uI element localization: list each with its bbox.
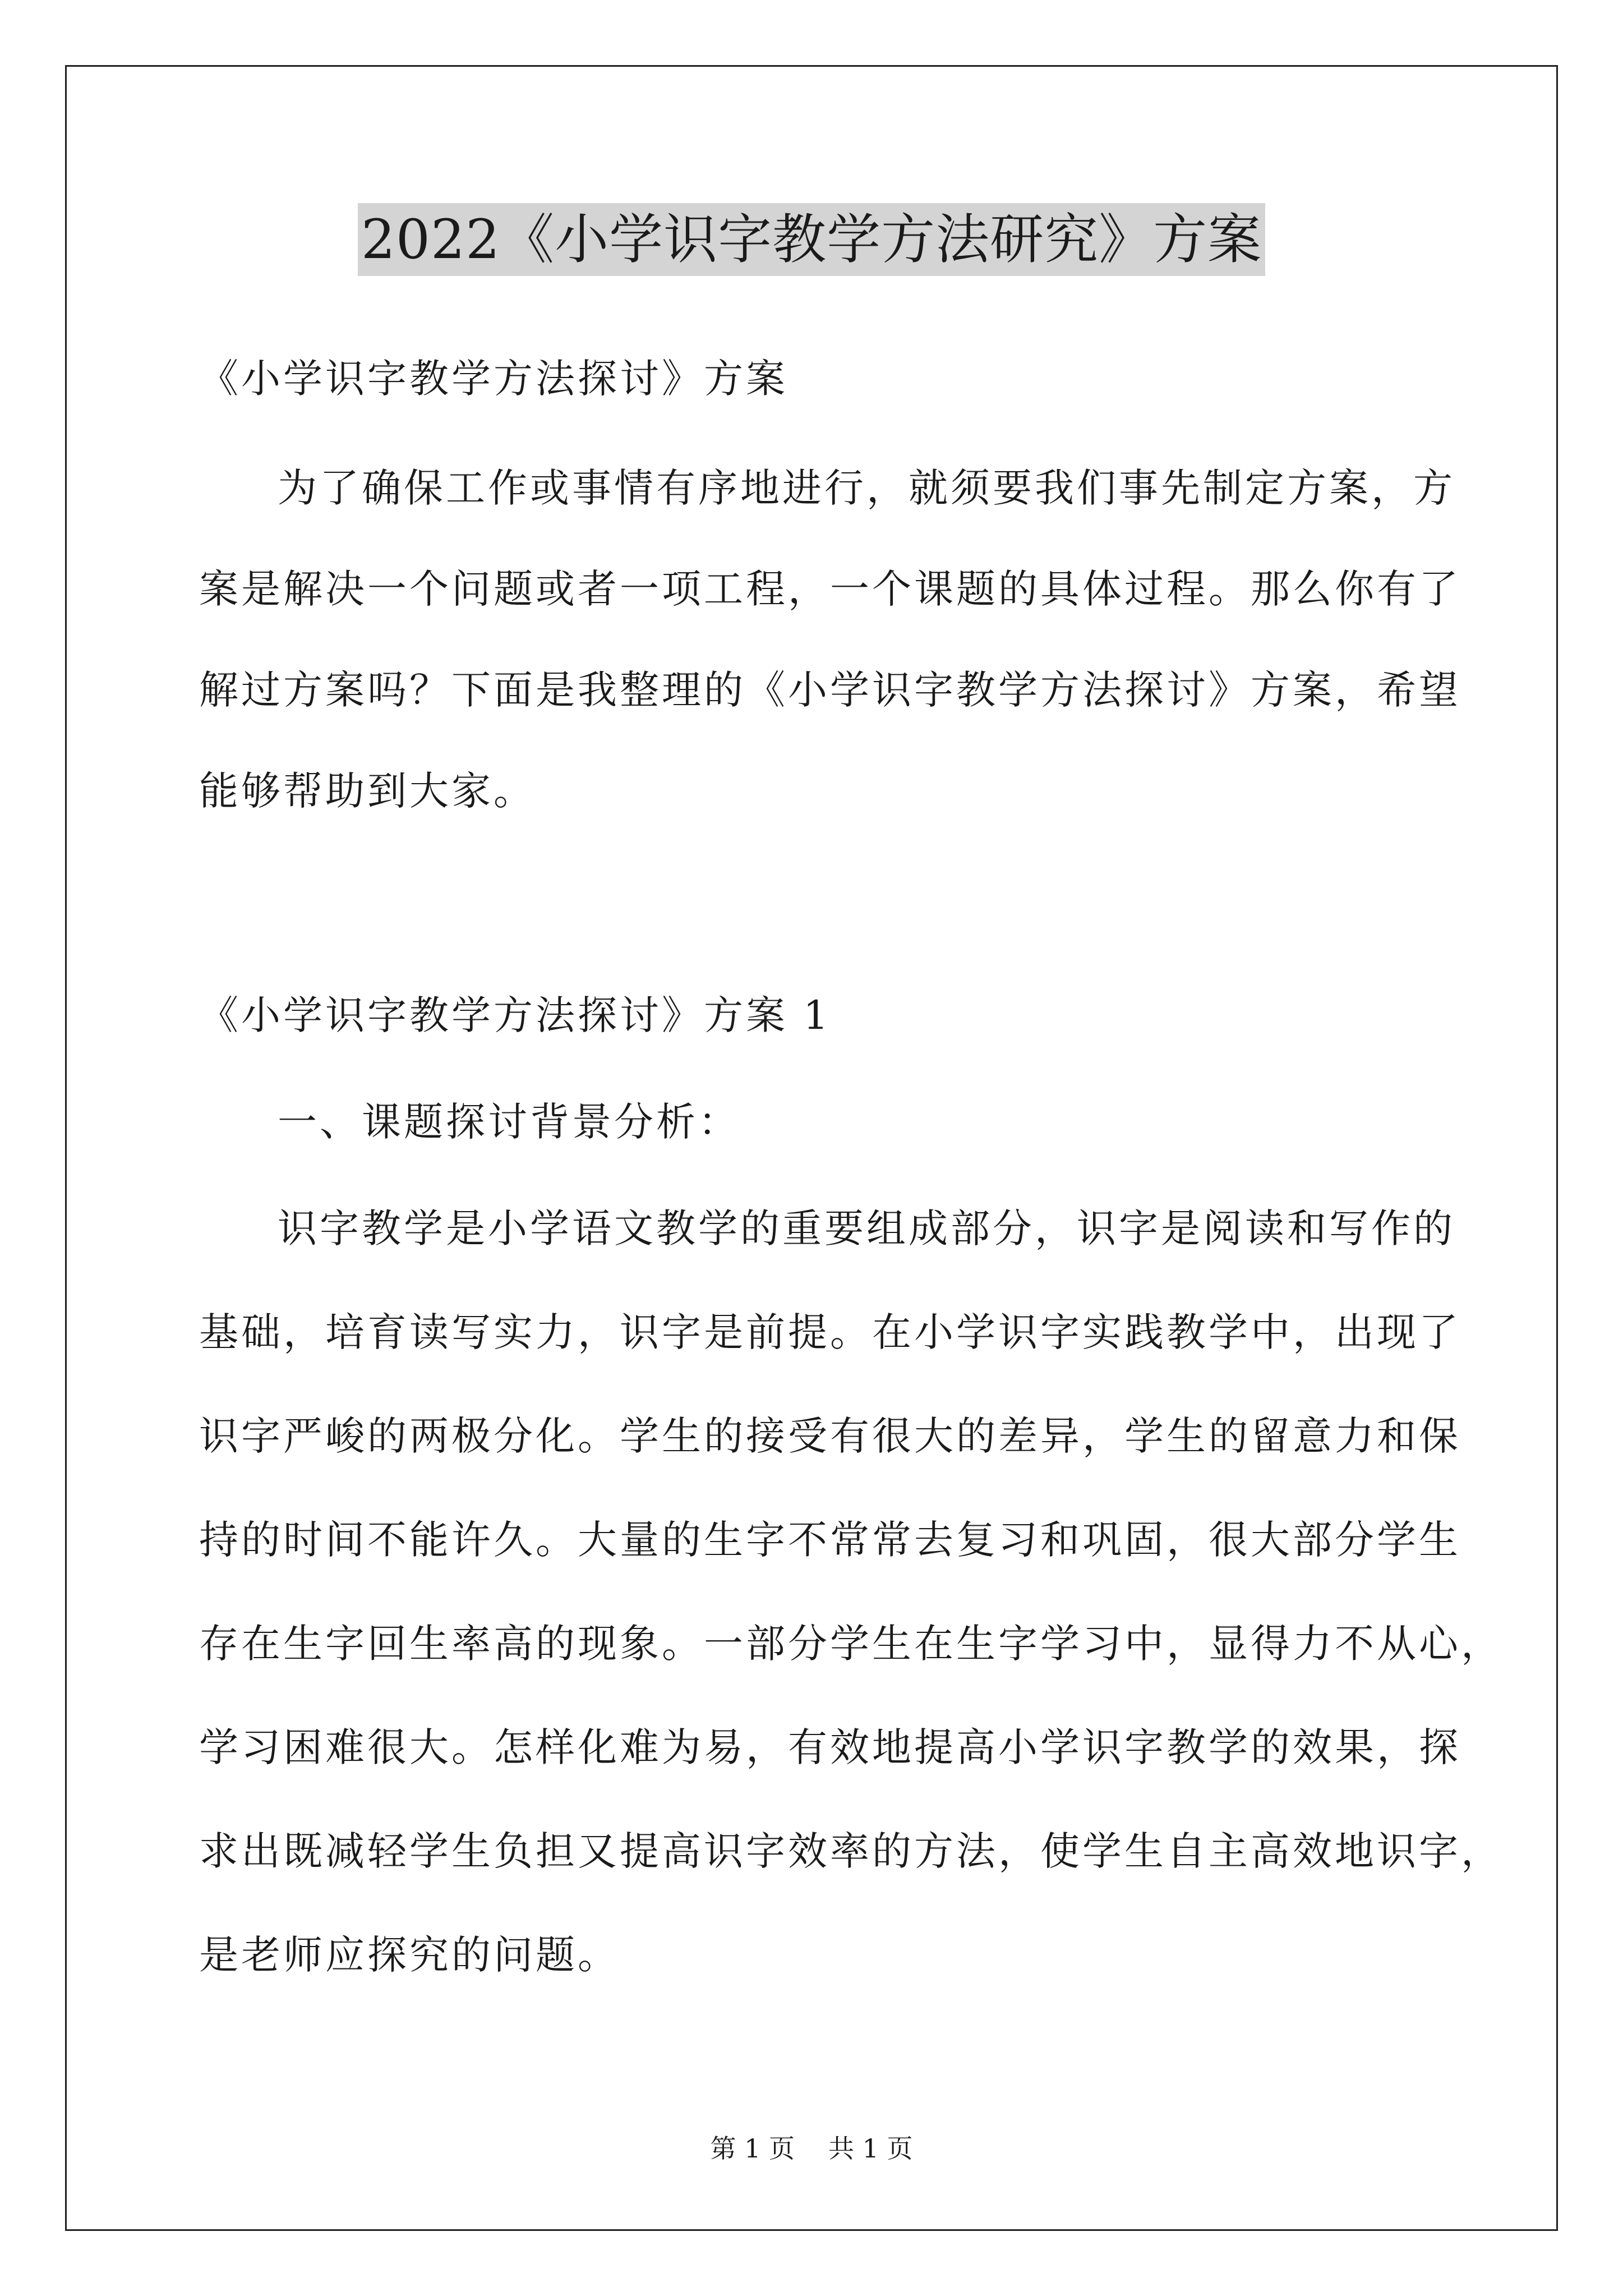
page-footer — [0, 2132, 1623, 2165]
body-line-7: 求出既减轻学生负担又提高识字效率的方法，使学生自主高效地识字， — [199, 1828, 1503, 1874]
section-title: 《小学识字教学方法探讨》方案 1 — [199, 992, 831, 1038]
body-line-6: 学习困难很大。怎样化难为易，有效地提高小学识字教学的效果，探 — [199, 1724, 1461, 1770]
document-title: 2022《小学识字教学方法研究》方案 — [358, 203, 1265, 276]
body-line-4: 持的时间不能许久。大量的生字不常常去复习和巩固，很大部分学生 — [199, 1517, 1461, 1563]
page-number-total: 共 1 页 — [828, 2133, 913, 2164]
intro-line-2: 案是解决一个问题或者一项工程，一个课题的具体过程。那么你有了 — [199, 566, 1461, 612]
body-line-2: 基础，培育读写实力，识字是前提。在小学识字实践教学中，出现了 — [199, 1309, 1461, 1355]
section-heading: 一、课题探讨背景分析： — [278, 1099, 740, 1145]
intro-line-3: 解过方案吗？下面是我整理的《小学识字教学方法探讨》方案，希望 — [199, 667, 1461, 713]
body-line-1: 识字教学是小学语文教学的重要组成部分，识字是阅读和写作的 — [278, 1205, 1455, 1251]
intro-line-1: 为了确保工作或事情有序地进行，就须要我们事先制定方案，方 — [278, 465, 1455, 511]
intro-line-4: 能够帮助到大家。 — [199, 768, 536, 814]
page-number-current: 第 1 页 — [710, 2133, 795, 2164]
title-container — [0, 203, 1623, 276]
document-subtitle: 《小学识字教学方法探讨》方案 — [199, 356, 788, 402]
body-line-5: 存在生字回生率高的现象。一部分学生在生字学习中，显得力不从心， — [199, 1621, 1503, 1667]
body-line-3: 识字严峻的两极分化。学生的接受有很大的差异，学生的留意力和保 — [199, 1413, 1461, 1459]
body-line-8: 是老师应探究的问题。 — [199, 1932, 620, 1978]
